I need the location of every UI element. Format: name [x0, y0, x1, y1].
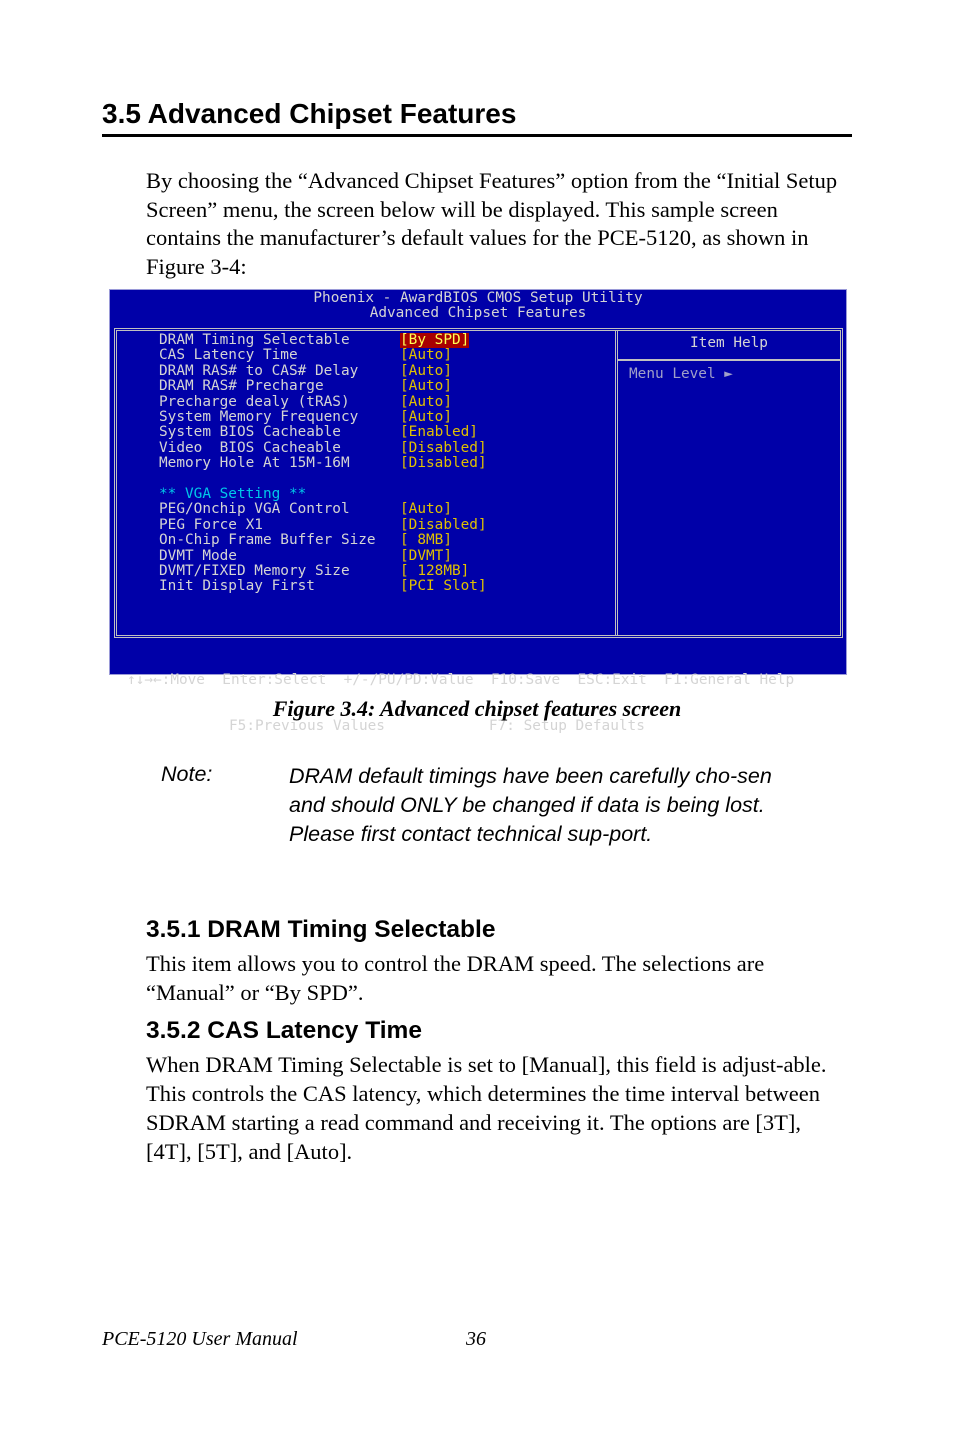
setting-memory-hole[interactable] [159, 455, 487, 472]
setting-value[interactable]: [DVMT] [400, 547, 452, 564]
setting-value[interactable]: [PCI Slot] [400, 578, 487, 595]
setting-cas-latency-time[interactable] [159, 347, 452, 364]
bios-header [110, 291, 846, 322]
setting-label: PEG Force X1 [159, 516, 263, 533]
setting-value[interactable]: [Auto] [400, 393, 452, 410]
bios-divider [615, 331, 618, 635]
setting-precharge-delay[interactable] [159, 393, 452, 410]
subsection-title-cas-latency: 3.5.2 CAS Latency Time [146, 1017, 422, 1044]
setting-value[interactable]: [Auto] [400, 347, 452, 364]
setting-dram-timing-selectable[interactable] [159, 332, 470, 348]
setting-value[interactable]: [Disabled] [400, 439, 487, 456]
setting-peg-force-x1[interactable] [159, 516, 487, 533]
setting-value[interactable]: [Disabled] [400, 516, 487, 533]
menu-level: Menu Level ► [629, 366, 733, 382]
setting-system-memory-frequency[interactable] [159, 409, 452, 425]
intro-paragraph: By choosing the “Advanced Chipset Features” option from the “Initial Setup Screen” menu, the screen below will be displayed. This sample screen contains the manufacturer’s default values for the PCE-5120, as shown in Figure 3-4: [146, 168, 838, 280]
setting-system-bios-cacheable[interactable] [159, 424, 478, 441]
setting-label: Precharge dealy (tRAS) [159, 393, 350, 410]
setting-ras-to-cas-delay[interactable] [159, 362, 452, 379]
setting-peg-onchip-vga[interactable] [159, 501, 452, 518]
figure-caption: Figure 3.4: Advanced chipset features screen [272, 696, 682, 721]
bios-footer-line2: F5:Previous Values F7: Setup Defaults [229, 718, 645, 735]
bios-header-utility: Phoenix - AwardBIOS CMOS Setup Utility [313, 290, 643, 306]
setting-value-selected[interactable]: [By SPD] [400, 332, 470, 348]
setting-label: System Memory Frequency [159, 409, 359, 425]
setting-label: DRAM RAS# Precharge [159, 378, 324, 395]
setting-dvmt-mode[interactable] [159, 547, 452, 564]
bios-panel [114, 328, 843, 638]
setting-label: Video BIOS Cacheable [159, 439, 341, 456]
setting-label: System BIOS Cacheable [159, 424, 341, 441]
subsection-body-cas-latency: When DRAM Timing Selectable is set to [Manual], this field is adjust-able. This controls the CAS latency, which determines the time interval between SDRAM starting a read command and receiving it. The options are [3T], [4T], [5T], and [Auto]. [146, 1052, 827, 1164]
setting-ras-precharge[interactable] [159, 378, 452, 395]
setting-label: DVMT/FIXED Memory Size [159, 563, 350, 579]
subsection-body-dram-timing: This item allows you to control the DRAM speed. The selections are “Manual” or “By SPD”. [146, 951, 765, 1005]
setting-label: CAS Latency Time [159, 347, 298, 364]
setting-label: PEG/Onchip VGA Control [159, 501, 350, 518]
setting-value[interactable]: [Enabled] [400, 424, 478, 441]
setting-dvmt-memory-size[interactable] [159, 563, 470, 579]
setting-value[interactable]: [Auto] [400, 501, 452, 518]
setting-label: DRAM RAS# to CAS# Delay [159, 362, 359, 379]
setting-value[interactable]: [ 128MB] [400, 563, 470, 579]
help-separator [618, 359, 840, 361]
setting-label: DVMT Mode [159, 547, 237, 564]
footer-manual-name: PCE-5120 User Manual [102, 1328, 298, 1350]
item-help-title: Item Help [690, 335, 768, 351]
section-title: 3.5 Advanced Chipset Features [102, 98, 852, 137]
note-text: DRAM default timings have been carefully cho-sen and should ONLY be changed if data is being lost. Please first contact technical sup-port. [289, 764, 772, 846]
setting-label: Init Display First [159, 578, 315, 595]
setting-value[interactable]: [Disabled] [400, 455, 487, 472]
subsection-title-dram-timing: 3.5.1 DRAM Timing Selectable [146, 916, 496, 943]
bios-header-menu: Advanced Chipset Features [369, 305, 587, 322]
note-label: Note: [161, 762, 213, 786]
setting-label: Memory Hole At 15M-16M [159, 455, 350, 472]
footer-page-number: 36 [466, 1328, 486, 1350]
setting-value[interactable]: [ 8MB] [400, 532, 452, 549]
setting-value[interactable]: [Auto] [400, 378, 452, 395]
setting-video-bios-cacheable[interactable] [159, 439, 487, 456]
vga-setting-heading: ** VGA Setting ** [159, 486, 307, 502]
bios-footer-line1: ↑↓→←:Move Enter:Select +/-/PU/PD:Value F10:Save ESC:Exit F1:General Help [127, 671, 795, 688]
setting-init-display-first[interactable] [159, 578, 487, 595]
setting-label: DRAM Timing Selectable [159, 332, 350, 348]
setting-frame-buffer-size[interactable] [159, 532, 452, 549]
setting-value[interactable]: [Auto] [400, 362, 452, 379]
setting-value[interactable]: [Auto] [400, 409, 452, 425]
setting-label: On-Chip Frame Buffer Size [159, 532, 376, 549]
